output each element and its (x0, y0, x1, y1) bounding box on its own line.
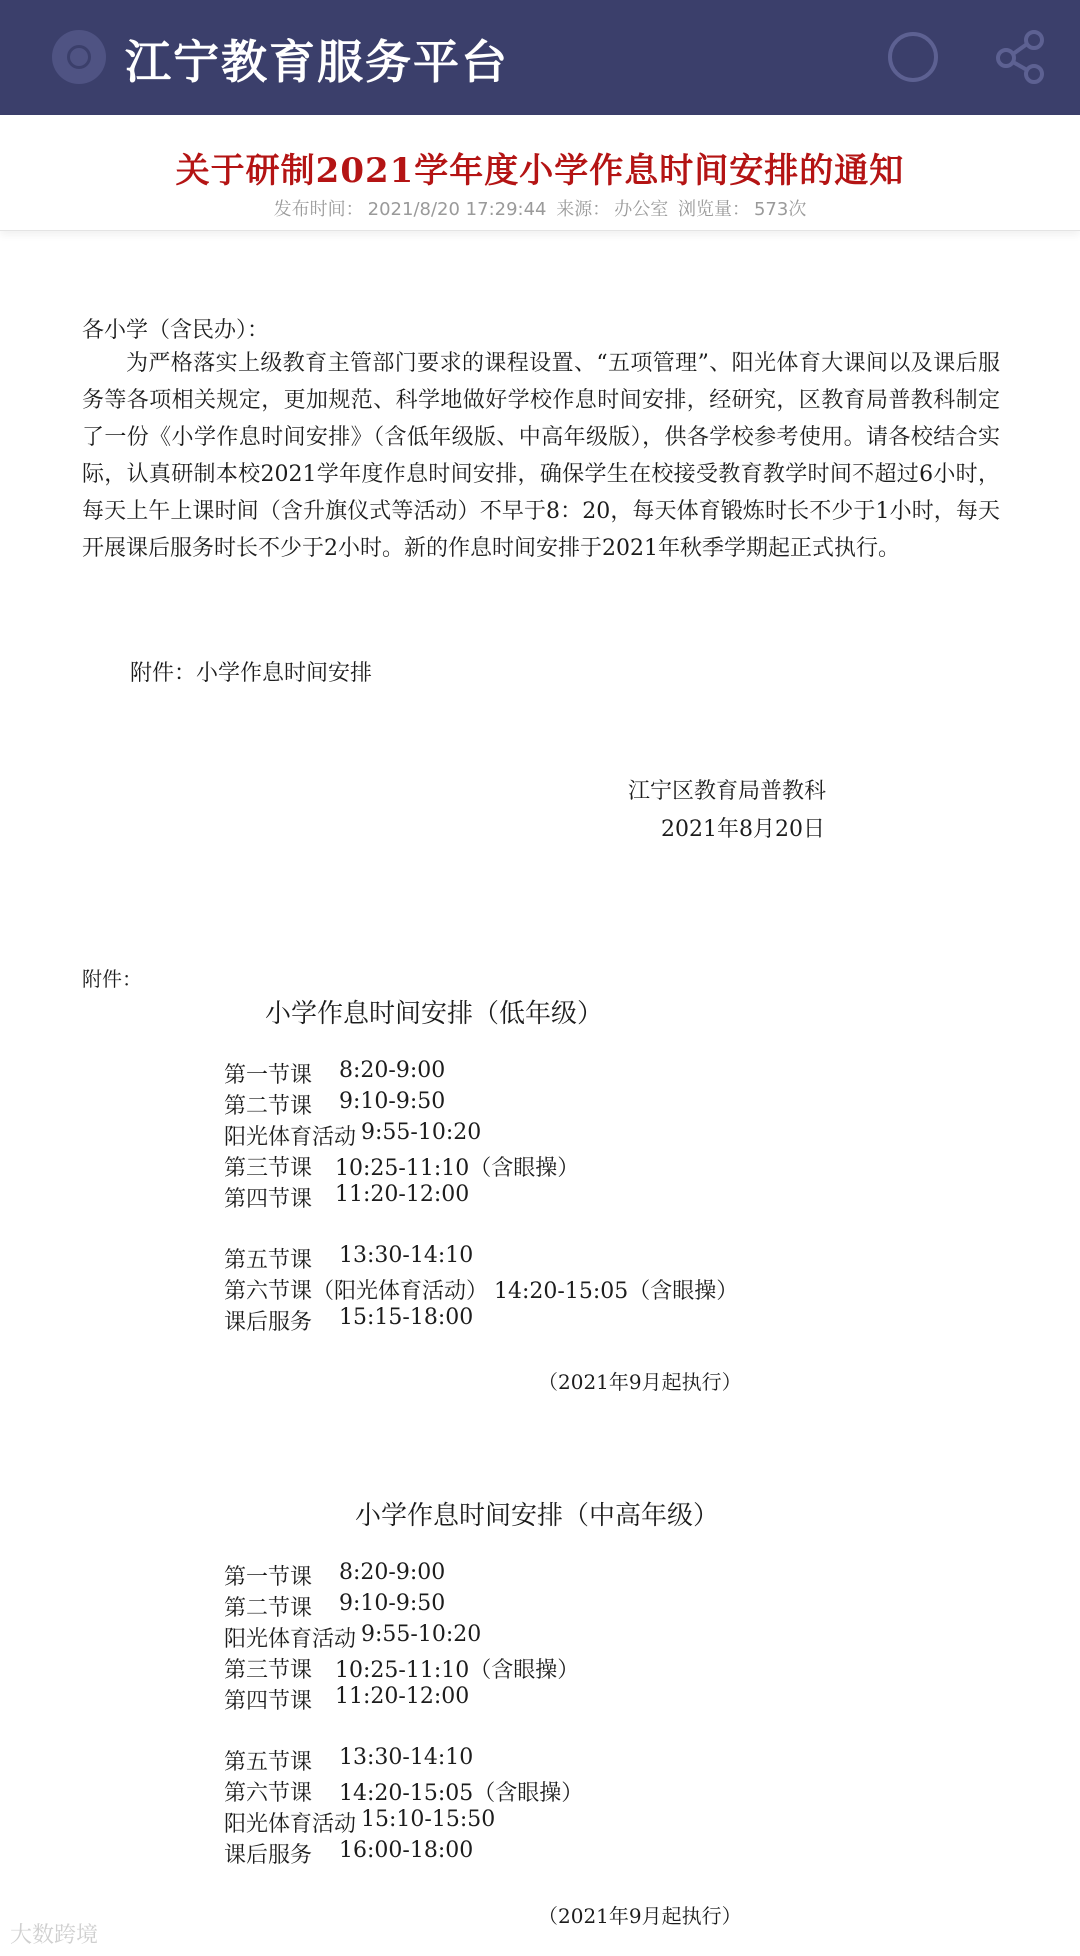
salutation: 各小学（含民办）： (82, 318, 270, 343)
body-paragraph: 为严格落实上级教育主管部门要求的课程设置、“五项管理”、阳光体育大课间以及课后服务等各项相关规定，更加规范、科学地做好学校作息时间安排，经研究，区教育局普教科制定了一份《小学作息时间安排》（含低年级版、中高年级版），供各学校参考使用。请各校结合实际，认真研制本校2021学年度作息时间安排，确保学生在校接受教育教学时间不超过6小时，每天上午上课时间（含升旗仪式等活动）不早于8：20，每天体育锻炼时长不少于1小时，每天开展课后服务时长不少于2小时。新的作息时间安排于2021年秋季学期起正式执行。 (82, 351, 1000, 561)
period-label: 第三节课 (224, 1658, 313, 1683)
period-time: 9:10-9:50 (339, 1591, 446, 1616)
period-time: 15:10-15:50 (361, 1807, 496, 1832)
period-time: 14:20-15:05（含眼操） (339, 1781, 584, 1806)
period-label: 课后服务 (224, 1843, 313, 1868)
article-meta (0, 195, 1080, 221)
article-header (0, 115, 1080, 231)
views-count: 573次 (753, 199, 807, 220)
period-label: 第二节课 (224, 1094, 313, 1119)
period-label: 第六节课 (224, 1781, 313, 1806)
period-time: 8:20-9:00 (339, 1058, 446, 1083)
source: 办公室 (614, 199, 669, 220)
signature-date: 2021年8月20日 (661, 817, 825, 842)
period-time: 16:00-18:00 (339, 1838, 474, 1863)
publish-time: 2021/8/20 17:29:44 (367, 199, 547, 220)
period-label: 第五节课 (224, 1750, 313, 1775)
schedule-title: 小学作息时间安排（低年级） (265, 999, 604, 1029)
period-time: 9:55-10:20 (361, 1622, 482, 1647)
period-label: 第五节课 (224, 1248, 313, 1273)
period-label: 阳光体育活动 (224, 1125, 357, 1150)
period-label: 第六节课（阳光体育活动） (224, 1279, 489, 1304)
period-label: 第四节课 (224, 1187, 313, 1212)
app-title: 江宁教育服务平台 (125, 35, 509, 89)
attachment-heading: 附件： (82, 967, 142, 991)
article-title: 关于研制2021学年度小学作息时间安排的通知 (175, 151, 905, 191)
period-time: 11:20-12:00 (335, 1182, 470, 1207)
refresh-icon[interactable] (888, 32, 938, 82)
source-label: 来源： (556, 199, 611, 220)
period-label: 第一节课 (224, 1063, 313, 1088)
period-time: 9:10-9:50 (339, 1089, 446, 1114)
views-label: 浏览量： (677, 199, 750, 220)
period-time: 8:20-9:00 (339, 1560, 446, 1585)
period-time: 13:30-14:10 (339, 1243, 474, 1268)
globe-logo-icon (52, 30, 106, 84)
signature-org: 江宁区教育局普教科 (628, 779, 827, 804)
period-time: 11:20-12:00 (335, 1684, 470, 1709)
period-label: 第一节课 (224, 1565, 313, 1590)
watermark: 大数跨境 (10, 1923, 99, 1948)
period-label: 阳光体育活动 (224, 1812, 357, 1837)
period-label: 阳光体育活动 (224, 1627, 357, 1652)
attachment-line: 附件：小学作息时间安排 (130, 661, 373, 686)
period-time: 10:25-11:10（含眼操） (335, 1658, 580, 1683)
period-label: 课后服务 (224, 1310, 313, 1335)
share-icon[interactable] (990, 26, 1050, 86)
period-time: 10:25-11:10（含眼操） (335, 1156, 580, 1181)
publish-label: 发布时间： (273, 199, 364, 220)
effective-note: （2021年9月起执行） (538, 1904, 742, 1928)
app-header (0, 0, 1080, 115)
period-label: 第三节课 (224, 1156, 313, 1181)
period-time: 9:55-10:20 (361, 1120, 482, 1145)
period-label: 第四节课 (224, 1689, 313, 1714)
period-time: 15:15-18:00 (339, 1305, 474, 1330)
schedule-title: 小学作息时间安排（中高年级） (355, 1501, 720, 1531)
period-time: 14:20-15:05（含眼操） (494, 1279, 739, 1304)
period-time: 13:30-14:10 (339, 1745, 474, 1770)
period-label: 第二节课 (224, 1596, 313, 1621)
effective-note: （2021年9月起执行） (538, 1370, 742, 1394)
